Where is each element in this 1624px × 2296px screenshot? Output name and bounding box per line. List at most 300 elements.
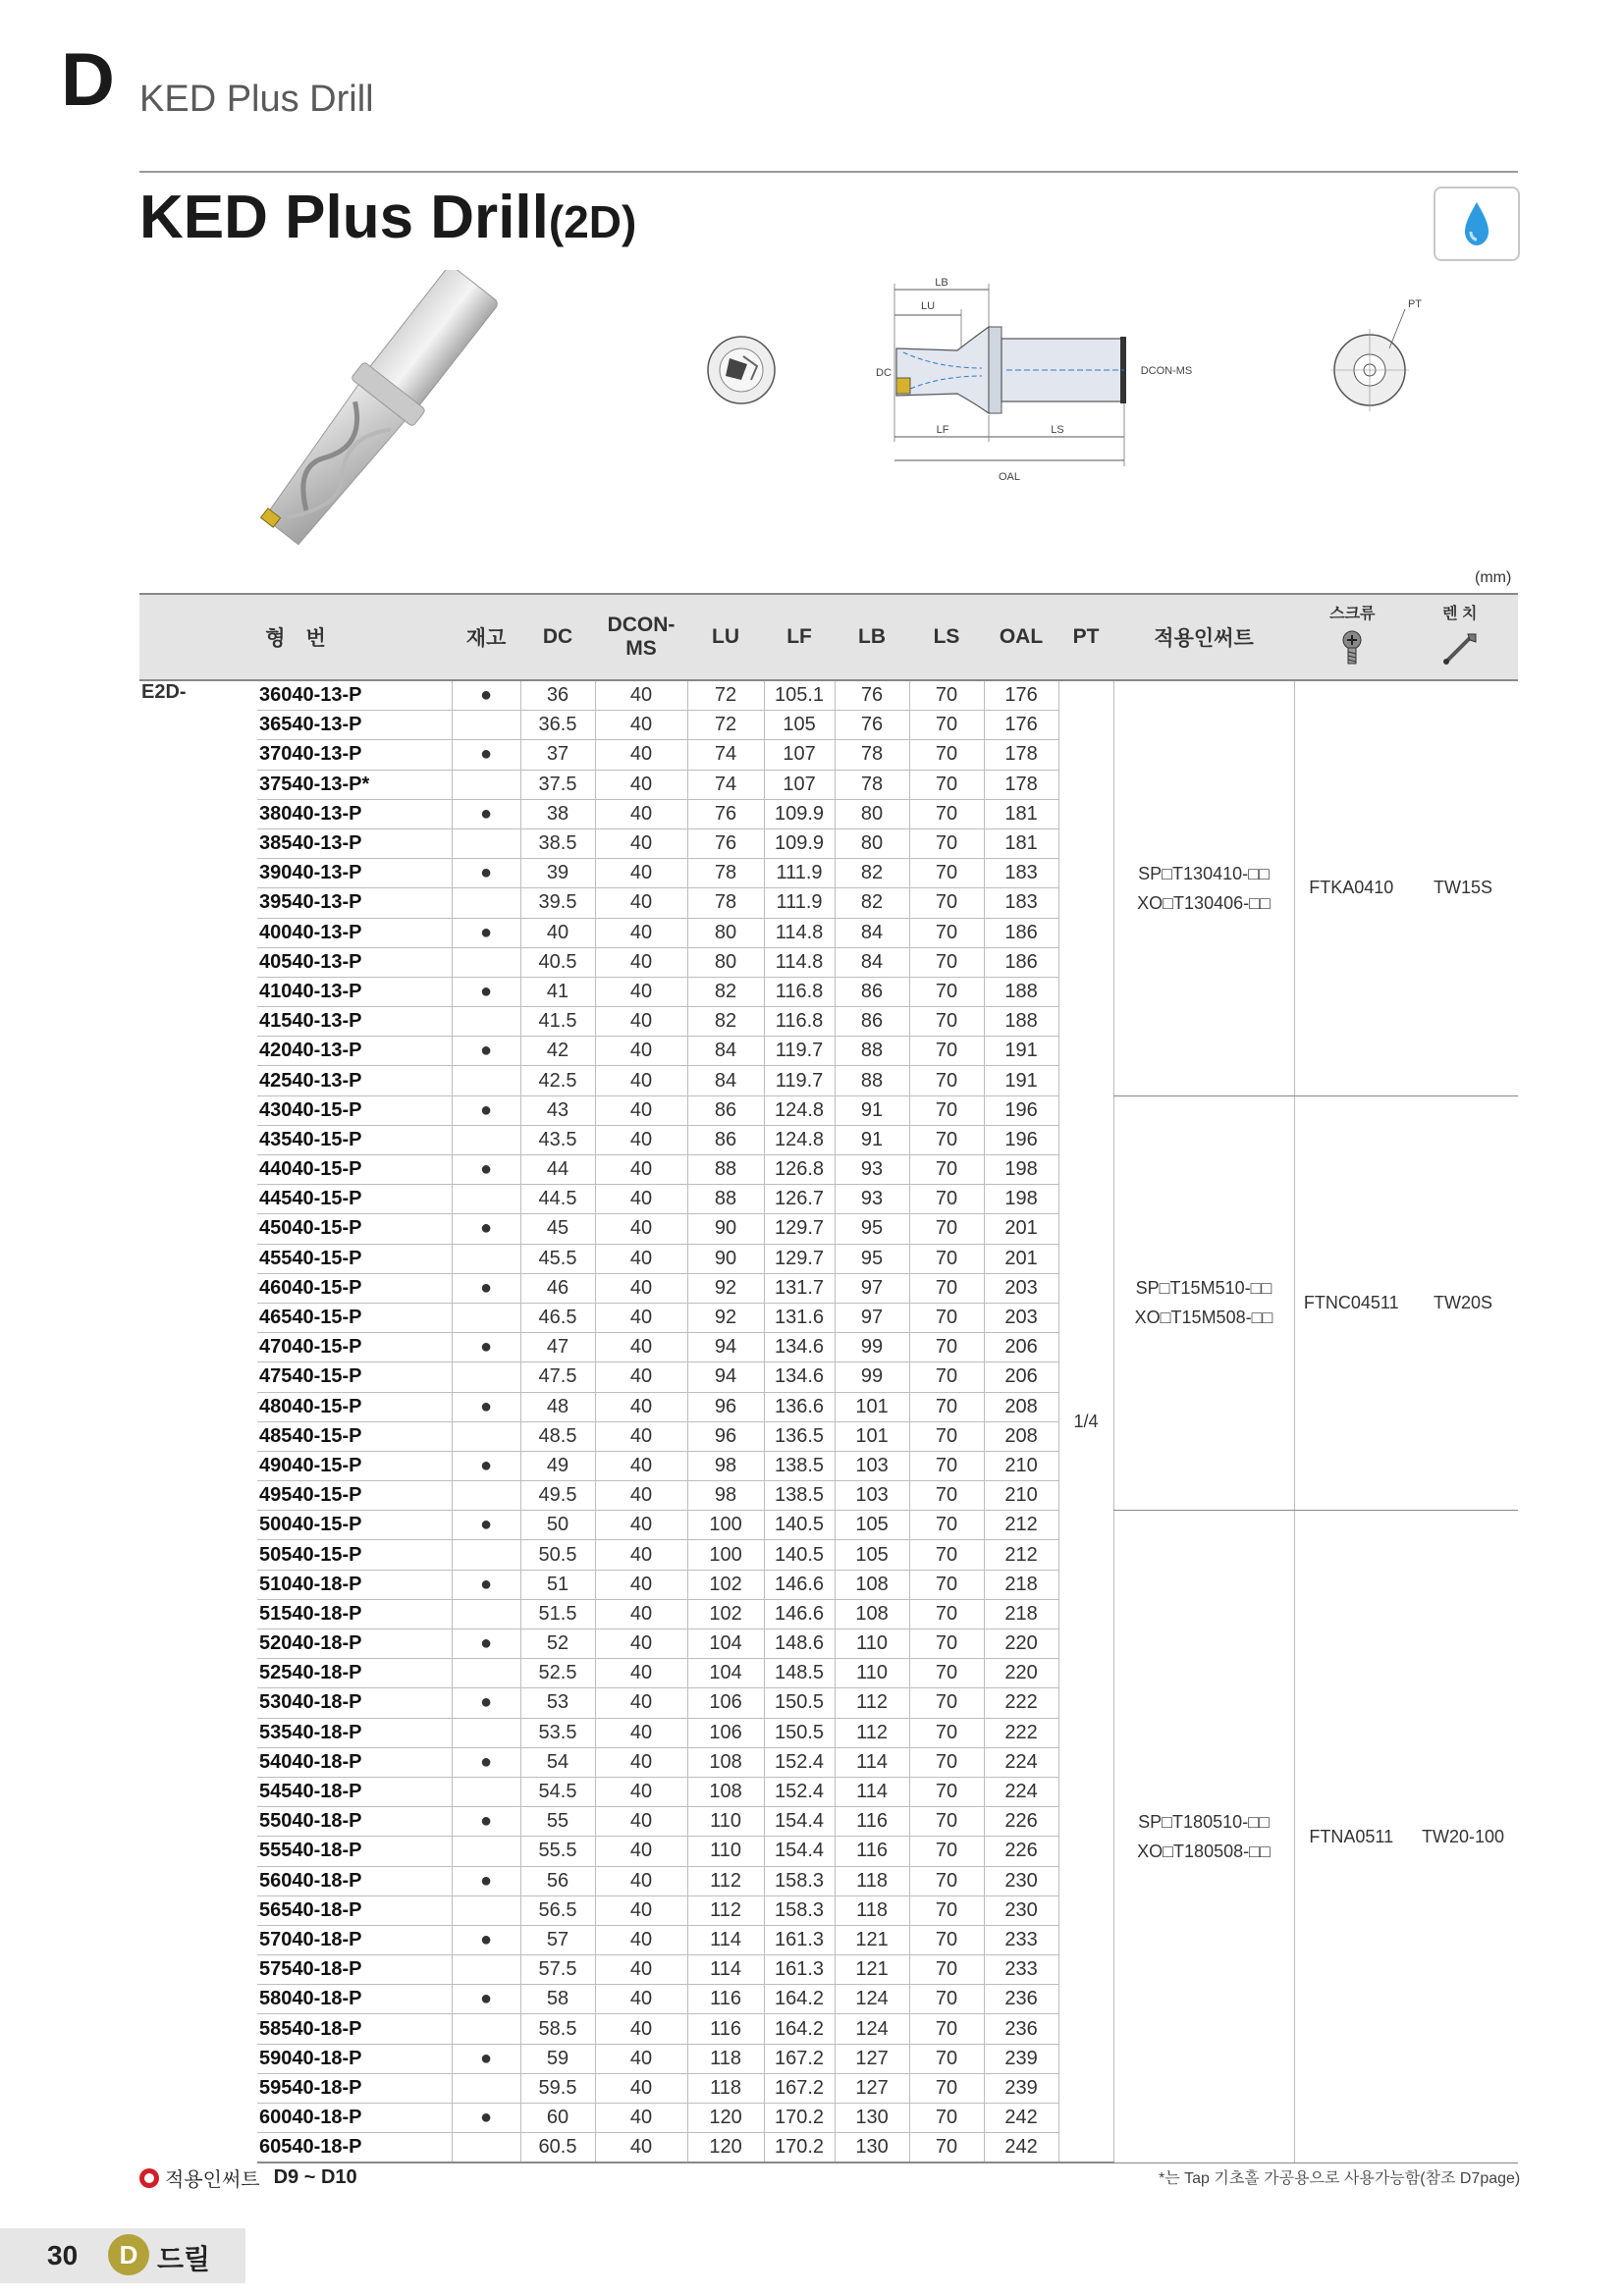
insert-code: SP□T15M510-□□ (1135, 1278, 1272, 1299)
cell-ls: 70 (909, 1896, 984, 1925)
cell-dcon: 40 (595, 1273, 687, 1303)
cell-ls: 70 (909, 1362, 984, 1392)
cell-lf: 167.2 (764, 2073, 835, 2103)
cell-ls: 70 (909, 1837, 984, 1866)
cell-ls: 70 (909, 1807, 984, 1837)
cell-stock: ● (452, 1273, 520, 1303)
screw-code: FTNA0511 (1294, 1511, 1408, 2163)
cell-lf: 161.3 (764, 1955, 835, 1985)
cell-stock (452, 1599, 520, 1629)
cell-lf: 109.9 (764, 799, 835, 828)
cell-dcon: 40 (595, 770, 687, 799)
model-code: 44040-15-P (257, 1155, 452, 1185)
cell-ls: 70 (909, 977, 984, 1006)
cell-lu: 88 (687, 1155, 764, 1185)
cell-ls: 70 (909, 2104, 984, 2133)
cell-ls: 70 (909, 1451, 984, 1480)
insert-code: SP□T130410-□□ (1138, 863, 1270, 883)
cell-dc: 60 (520, 2104, 595, 2133)
cell-lf: 105.1 (764, 680, 835, 711)
model-code: 49540-15-P (257, 1481, 452, 1511)
cell-stock (452, 1837, 520, 1866)
cell-lb: 112 (835, 1718, 909, 1747)
screw-code: FTNC04511 (1294, 1095, 1408, 1511)
model-code: 56540-18-P (257, 1896, 452, 1925)
cell-lb: 108 (835, 1570, 909, 1599)
cell-lb: 130 (835, 2104, 909, 2133)
cell-lu: 102 (687, 1599, 764, 1629)
cell-dc: 44.5 (520, 1185, 595, 1214)
header-stock: 재고 (452, 594, 520, 680)
drill-product-image (191, 270, 525, 555)
header-ls: LS (909, 594, 984, 680)
cell-dcon: 40 (595, 1303, 687, 1332)
cell-dcon: 40 (595, 1629, 687, 1659)
cell-lb: 121 (835, 1955, 909, 1985)
cell-lu: 78 (687, 859, 764, 888)
cell-stock: ● (452, 1037, 520, 1066)
cell-lu: 96 (687, 1392, 764, 1421)
wrench-code: TW20S (1408, 1095, 1518, 1511)
cell-ls: 70 (909, 1155, 984, 1185)
model-code: 49040-15-P (257, 1451, 452, 1480)
insert-group (1113, 680, 1294, 1095)
cell-lu: 76 (687, 828, 764, 858)
cell-oal: 233 (984, 1925, 1058, 1954)
cell-lu: 108 (687, 1747, 764, 1777)
cell-lu: 76 (687, 799, 764, 828)
cell-dc: 47.5 (520, 1362, 595, 1392)
cell-lf: 124.8 (764, 1125, 835, 1154)
cell-oal: 208 (984, 1392, 1058, 1421)
dimension-schematic (702, 270, 1448, 496)
cell-oal: 208 (984, 1421, 1058, 1451)
model-code: 57040-18-P (257, 1925, 452, 1954)
cell-lf: 114.8 (764, 918, 835, 947)
model-code: 42540-13-P (257, 1066, 452, 1095)
cell-dc: 54.5 (520, 1777, 595, 1806)
cell-stock (452, 1362, 520, 1392)
model-code: 37040-13-P (257, 740, 452, 770)
cell-dcon: 40 (595, 1125, 687, 1154)
cell-lf: 136.5 (764, 1421, 835, 1451)
cell-dcon: 40 (595, 1511, 687, 1540)
cell-lb: 78 (835, 770, 909, 799)
cell-ls: 70 (909, 1066, 984, 1095)
cell-dc: 41.5 (520, 1007, 595, 1037)
cell-dc: 43 (520, 1095, 595, 1125)
cell-oal: 188 (984, 1007, 1058, 1037)
cell-ls: 70 (909, 2044, 984, 2073)
cell-dcon: 40 (595, 711, 687, 740)
cell-lb: 91 (835, 1095, 909, 1125)
model-code: 39540-13-P (257, 888, 452, 918)
cell-dcon: 40 (595, 1599, 687, 1629)
cell-lu: 74 (687, 740, 764, 770)
cell-ls: 70 (909, 1570, 984, 1599)
cell-stock: ● (452, 859, 520, 888)
cell-dc: 49.5 (520, 1481, 595, 1511)
cell-oal: 212 (984, 1540, 1058, 1570)
cell-stock (452, 1421, 520, 1451)
cell-lb: 124 (835, 1985, 909, 2014)
model-code: 42040-13-P (257, 1037, 452, 1066)
section-title: KED Plus Drill (139, 79, 374, 120)
cell-dc: 46.5 (520, 1303, 595, 1332)
model-code: 52040-18-P (257, 1629, 452, 1659)
cell-ls: 70 (909, 947, 984, 977)
table-row (139, 1511, 1518, 1540)
model-code: 47040-15-P (257, 1333, 452, 1362)
cell-lb: 118 (835, 1866, 909, 1896)
cell-dc: 46 (520, 1273, 595, 1303)
cell-lu: 94 (687, 1333, 764, 1362)
cell-dc: 52.5 (520, 1659, 595, 1688)
cell-lb: 118 (835, 1896, 909, 1925)
cell-dc: 53.5 (520, 1718, 595, 1747)
cell-dc: 55.5 (520, 1837, 595, 1866)
cell-ls: 70 (909, 680, 984, 711)
cell-oal: 239 (984, 2044, 1058, 2073)
cell-lf: 148.5 (764, 1659, 835, 1688)
label-lb: LB (935, 277, 948, 289)
cell-dcon: 40 (595, 828, 687, 858)
cell-oal: 224 (984, 1747, 1058, 1777)
cell-ls: 70 (909, 1392, 984, 1421)
cell-dc: 39 (520, 859, 595, 888)
cell-dc: 42.5 (520, 1066, 595, 1095)
cell-lf: 136.6 (764, 1392, 835, 1421)
header-insert: 적용인써트 (1113, 594, 1294, 680)
cell-dcon: 40 (595, 1037, 687, 1066)
cell-lu: 106 (687, 1688, 764, 1718)
cell-lu: 110 (687, 1837, 764, 1866)
cell-stock (452, 1540, 520, 1570)
cell-dcon: 40 (595, 1244, 687, 1273)
cell-dc: 58.5 (520, 2014, 595, 2044)
model-prefix: E2D- (141, 681, 187, 703)
model-code: 37540-13-P* (257, 770, 452, 799)
cell-dc: 36 (520, 680, 595, 711)
insert-group (1113, 1095, 1294, 1511)
cell-ls: 70 (909, 1303, 984, 1332)
model-code: 38040-13-P (257, 799, 452, 828)
cell-lu: 106 (687, 1718, 764, 1747)
table-header-row (139, 594, 1518, 680)
cell-ls: 70 (909, 1333, 984, 1362)
model-code: 41040-13-P (257, 977, 452, 1006)
cell-dcon: 40 (595, 1392, 687, 1421)
cell-lb: 110 (835, 1629, 909, 1659)
cell-dcon: 40 (595, 1333, 687, 1362)
cell-lf: 134.6 (764, 1362, 835, 1392)
cell-lb: 127 (835, 2073, 909, 2103)
insert-code: XO□T15M508-□□ (1134, 1308, 1273, 1328)
cell-ls: 70 (909, 1273, 984, 1303)
header-pt: PT (1058, 594, 1113, 680)
model-code: 40040-13-P (257, 918, 452, 947)
model-code: 59540-18-P (257, 2073, 452, 2103)
cell-ls: 70 (909, 1747, 984, 1777)
cell-oal: 222 (984, 1718, 1058, 1747)
cell-oal: 218 (984, 1599, 1058, 1629)
cell-stock: ● (452, 1925, 520, 1954)
cell-stock: ● (452, 1688, 520, 1718)
cell-dcon: 40 (595, 1925, 687, 1954)
cell-dcon: 40 (595, 1007, 687, 1037)
cell-lb: 127 (835, 2044, 909, 2073)
cell-lf: 107 (764, 770, 835, 799)
cell-lf: 164.2 (764, 2014, 835, 2044)
cell-oal: 236 (984, 1985, 1058, 2014)
model-code: 55540-18-P (257, 1837, 452, 1866)
cell-ls: 70 (909, 1985, 984, 2014)
cell-stock: ● (452, 1866, 520, 1896)
cell-oal: 196 (984, 1125, 1058, 1154)
cell-lu: 98 (687, 1481, 764, 1511)
header-screw: 스크류 (1329, 606, 1376, 622)
cell-lf: 150.5 (764, 1718, 835, 1747)
insert-reference-icon (139, 2168, 159, 2188)
cell-lf: 150.5 (764, 1688, 835, 1718)
cell-oal: 230 (984, 1866, 1058, 1896)
cell-dcon: 40 (595, 1362, 687, 1392)
cell-oal: 222 (984, 1688, 1058, 1718)
cell-dcon: 40 (595, 680, 687, 711)
cell-lb: 86 (835, 977, 909, 1006)
cell-lb: 95 (835, 1244, 909, 1273)
cell-oal: 236 (984, 2014, 1058, 2044)
cell-lu: 92 (687, 1273, 764, 1303)
cell-lb: 101 (835, 1392, 909, 1421)
cell-lb: 86 (835, 1007, 909, 1037)
cell-dc: 60.5 (520, 2133, 595, 2163)
cell-lf: 158.3 (764, 1896, 835, 1925)
cell-stock (452, 1303, 520, 1332)
cell-dc: 37 (520, 740, 595, 770)
cell-dcon: 40 (595, 918, 687, 947)
cell-dcon: 40 (595, 2104, 687, 2133)
header-wrench: 렌 치 (1442, 606, 1478, 622)
cell-dc: 50 (520, 1511, 595, 1540)
model-code: 46040-15-P (257, 1273, 452, 1303)
insert-reference-label: 적용인써트 (165, 2169, 260, 2191)
cell-lu: 94 (687, 1362, 764, 1392)
cell-ls: 70 (909, 2014, 984, 2044)
cell-ls: 70 (909, 1599, 984, 1629)
label-lf: LF (936, 424, 949, 436)
cell-ls: 70 (909, 2133, 984, 2163)
cell-dc: 55 (520, 1807, 595, 1837)
cell-lb: 105 (835, 1511, 909, 1540)
cell-ls: 70 (909, 1481, 984, 1511)
coolant-icon-box (1434, 187, 1520, 261)
insert-group (1113, 1511, 1294, 2163)
cell-lf: 126.8 (764, 1155, 835, 1185)
cell-oal: 181 (984, 799, 1058, 828)
cell-dcon: 40 (595, 1155, 687, 1185)
cell-lb: 99 (835, 1333, 909, 1362)
cell-oal: 196 (984, 1095, 1058, 1125)
cell-oal: 242 (984, 2133, 1058, 2163)
cell-lf: 107 (764, 740, 835, 770)
cell-dcon: 40 (595, 740, 687, 770)
cell-dc: 38 (520, 799, 595, 828)
cell-oal: 198 (984, 1155, 1058, 1185)
model-code: 51540-18-P (257, 1599, 452, 1629)
cell-lf: 111.9 (764, 859, 835, 888)
cell-lb: 103 (835, 1481, 909, 1511)
cell-lf: 114.8 (764, 947, 835, 977)
cell-lb: 114 (835, 1777, 909, 1806)
model-code: 53040-18-P (257, 1688, 452, 1718)
model-code: 55040-18-P (257, 1807, 452, 1837)
insert-reference[interactable] (139, 2163, 357, 2192)
cell-oal: 220 (984, 1629, 1058, 1659)
cell-dc: 38.5 (520, 828, 595, 858)
cell-lb: 76 (835, 711, 909, 740)
model-code: 45040-15-P (257, 1214, 452, 1244)
cell-dcon: 40 (595, 2044, 687, 2073)
cell-lu: 116 (687, 1985, 764, 2014)
front-view-cutter (708, 337, 775, 403)
cell-stock (452, 2073, 520, 2103)
cell-stock: ● (452, 1629, 520, 1659)
cell-ls: 70 (909, 1718, 984, 1747)
model-code: 50040-15-P (257, 1511, 452, 1540)
cell-ls: 70 (909, 888, 984, 918)
cell-dc: 40 (520, 918, 595, 947)
cell-lu: 96 (687, 1421, 764, 1451)
insert-code: XO□T130406-□□ (1137, 892, 1271, 913)
cell-stock (452, 1244, 520, 1273)
cell-lf: 109.9 (764, 828, 835, 858)
cell-stock (452, 1007, 520, 1037)
cell-lb: 114 (835, 1747, 909, 1777)
cell-ls: 70 (909, 1007, 984, 1037)
cell-lb: 82 (835, 888, 909, 918)
cell-lf: 131.7 (764, 1273, 835, 1303)
cell-oal: 198 (984, 1185, 1058, 1214)
cell-lb: 121 (835, 1925, 909, 1954)
cell-dcon: 40 (595, 2133, 687, 2163)
cell-lb: 76 (835, 680, 909, 711)
cell-lu: 90 (687, 1244, 764, 1273)
cell-dcon: 40 (595, 1185, 687, 1214)
cell-oal: 191 (984, 1066, 1058, 1095)
cell-lf: 119.7 (764, 1066, 835, 1095)
cell-lf: 148.6 (764, 1629, 835, 1659)
cell-dcon: 40 (595, 1451, 687, 1480)
cell-lu: 104 (687, 1659, 764, 1688)
cell-oal: 176 (984, 711, 1058, 740)
cell-stock: ● (452, 2104, 520, 2133)
cell-lf: 111.9 (764, 888, 835, 918)
header-dcon: DCON-MS (595, 594, 687, 680)
cell-lb: 97 (835, 1273, 909, 1303)
cell-stock: ● (452, 1214, 520, 1244)
cell-dc: 45 (520, 1214, 595, 1244)
cell-lu: 104 (687, 1629, 764, 1659)
cell-lf: 138.5 (764, 1451, 835, 1480)
cell-lu: 102 (687, 1570, 764, 1599)
cell-lb: 108 (835, 1599, 909, 1629)
cell-dc: 40.5 (520, 947, 595, 977)
screw-code: FTKA0410 (1294, 680, 1408, 1095)
header-tools (1294, 594, 1518, 680)
cell-lf: 164.2 (764, 1985, 835, 2014)
model-code: 41540-13-P (257, 1007, 452, 1037)
cell-stock: ● (452, 1333, 520, 1362)
cell-lf: 134.6 (764, 1333, 835, 1362)
header-lf: LF (764, 594, 835, 680)
cell-oal: 218 (984, 1570, 1058, 1599)
model-code: 58040-18-P (257, 1985, 452, 2014)
model-code: 43040-15-P (257, 1095, 452, 1125)
cell-oal: 183 (984, 859, 1058, 888)
cell-dc: 41 (520, 977, 595, 1006)
cell-dc: 59.5 (520, 2073, 595, 2103)
cell-stock (452, 1896, 520, 1925)
model-code: 58540-18-P (257, 2014, 452, 2044)
cell-lb: 80 (835, 799, 909, 828)
cell-dcon: 40 (595, 1214, 687, 1244)
cell-dcon: 40 (595, 1540, 687, 1570)
model-code: 47540-15-P (257, 1362, 452, 1392)
cell-dc: 39.5 (520, 888, 595, 918)
cell-lu: 118 (687, 2073, 764, 2103)
cell-lu: 118 (687, 2044, 764, 2073)
cell-oal: 188 (984, 977, 1058, 1006)
cell-oal: 203 (984, 1303, 1058, 1332)
cell-stock (452, 1955, 520, 1985)
cell-lb: 116 (835, 1807, 909, 1837)
header-oal: OAL (984, 594, 1058, 680)
cell-oal: 201 (984, 1244, 1058, 1273)
cell-ls: 70 (909, 859, 984, 888)
cell-oal: 181 (984, 828, 1058, 858)
wrench-code: TW20-100 (1408, 1511, 1518, 2163)
cell-dc: 58 (520, 1985, 595, 2014)
model-code: 50540-15-P (257, 1540, 452, 1570)
cell-ls: 70 (909, 1866, 984, 1896)
cell-oal: 191 (984, 1037, 1058, 1066)
cell-dcon: 40 (595, 1688, 687, 1718)
cell-dcon: 40 (595, 1777, 687, 1806)
cell-dcon: 40 (595, 888, 687, 918)
cell-dcon: 40 (595, 1421, 687, 1451)
cell-stock (452, 947, 520, 977)
cell-oal: 226 (984, 1837, 1058, 1866)
cell-lb: 84 (835, 947, 909, 977)
cell-lu: 92 (687, 1303, 764, 1332)
cell-stock (452, 2014, 520, 2044)
cell-lf: 158.3 (764, 1866, 835, 1896)
cell-dcon: 40 (595, 1066, 687, 1095)
cell-dcon: 40 (595, 1747, 687, 1777)
cell-dcon: 40 (595, 1866, 687, 1896)
page-title-suffix: (2D) (548, 196, 637, 247)
label-oal: OAL (998, 471, 1021, 483)
cell-lf: 170.2 (764, 2133, 835, 2163)
model-code: 57540-18-P (257, 1955, 452, 1985)
cell-lu: 120 (687, 2133, 764, 2163)
cell-lf: 129.7 (764, 1214, 835, 1244)
spec-table (139, 593, 1518, 2163)
model-code: 48040-15-P (257, 1392, 452, 1421)
cell-oal: 183 (984, 888, 1058, 918)
cell-ls: 70 (909, 1037, 984, 1066)
